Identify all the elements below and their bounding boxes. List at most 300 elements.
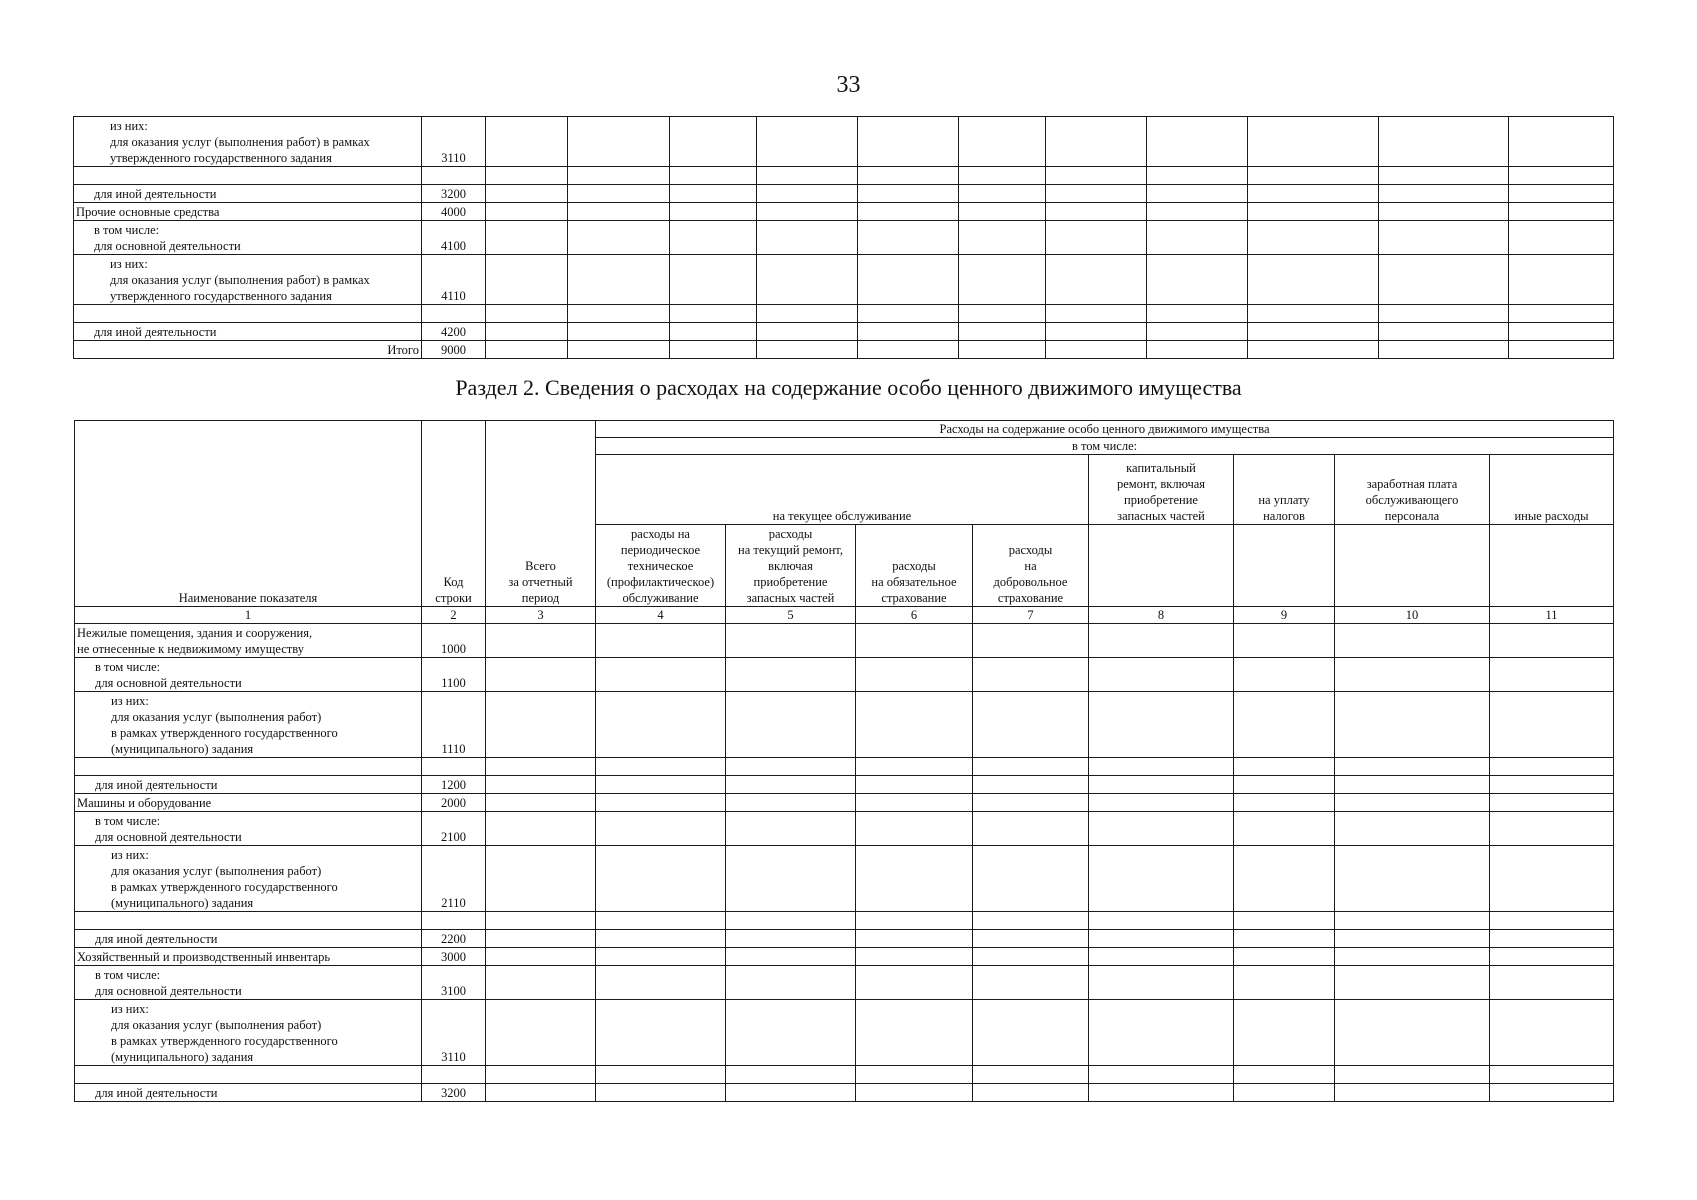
value-cell[interactable] (1234, 658, 1335, 692)
value-cell[interactable] (670, 341, 757, 359)
value-cell[interactable] (568, 185, 670, 203)
row-code: 2110 (422, 846, 486, 912)
row-code: 1110 (422, 692, 486, 758)
value-cell[interactable] (1089, 966, 1234, 1000)
table-row (75, 624, 1614, 658)
value-cell[interactable] (856, 1066, 973, 1084)
value-cell[interactable] (856, 912, 973, 930)
value-cell[interactable] (1046, 255, 1147, 305)
value-cell[interactable] (1509, 221, 1614, 255)
value-cell[interactable] (1046, 203, 1147, 221)
value-cell[interactable] (1046, 167, 1147, 185)
value-cell[interactable] (959, 255, 1046, 305)
value-cell[interactable] (973, 758, 1089, 776)
value-cell[interactable] (568, 305, 670, 323)
value-cell[interactable] (568, 203, 670, 221)
value-cell[interactable] (1335, 658, 1490, 692)
value-cell[interactable] (973, 794, 1089, 812)
value-cell[interactable] (1490, 1084, 1614, 1102)
value-cell[interactable] (726, 1066, 856, 1084)
value-cell[interactable] (858, 341, 959, 359)
value-cell[interactable] (568, 341, 670, 359)
value-cell[interactable] (486, 758, 596, 776)
value-cell[interactable] (1335, 812, 1490, 846)
row-name-line: в том числе: (95, 968, 161, 982)
value-cell[interactable] (486, 167, 568, 185)
value-cell[interactable] (1490, 758, 1614, 776)
value-cell[interactable] (973, 658, 1089, 692)
value-cell[interactable] (1248, 221, 1379, 255)
value-cell[interactable] (1089, 930, 1234, 948)
value-cell[interactable] (856, 846, 973, 912)
fixed-assets-table-continued (73, 116, 1614, 359)
value-cell[interactable] (568, 117, 670, 167)
value-cell[interactable] (486, 966, 596, 1000)
value-cell[interactable] (1234, 846, 1335, 912)
table-row (74, 167, 1614, 185)
table-row (75, 912, 1614, 930)
value-cell[interactable] (568, 323, 670, 341)
value-cell[interactable] (1490, 776, 1614, 794)
value-cell[interactable] (1234, 1000, 1335, 1066)
value-cell[interactable] (726, 1084, 856, 1102)
row-name-line: Итого (387, 343, 419, 357)
value-cell[interactable] (1379, 305, 1509, 323)
column-number: 5 (726, 607, 856, 624)
value-cell[interactable] (1089, 912, 1234, 930)
value-cell[interactable] (1490, 794, 1614, 812)
row-name-line: (муниципального) задания (111, 742, 254, 756)
value-cell[interactable] (1234, 966, 1335, 1000)
row-name-line: Хозяйственный и производственный инвентарь (77, 950, 331, 964)
value-cell[interactable] (959, 185, 1046, 203)
value-cell[interactable] (1147, 221, 1248, 255)
value-cell[interactable] (596, 846, 726, 912)
value-cell[interactable] (596, 776, 726, 794)
value-cell[interactable] (486, 1084, 596, 1102)
value-cell[interactable] (757, 305, 858, 323)
value-cell[interactable] (1234, 930, 1335, 948)
value-cell[interactable] (1234, 794, 1335, 812)
value-cell[interactable] (1490, 1066, 1614, 1084)
row-name-line: (муниципального) задания (111, 1050, 254, 1064)
value-cell[interactable] (1147, 117, 1248, 167)
value-cell[interactable] (973, 812, 1089, 846)
value-cell[interactable] (486, 658, 596, 692)
value-cell[interactable] (959, 221, 1046, 255)
value-cell[interactable] (726, 966, 856, 1000)
value-cell[interactable] (596, 658, 726, 692)
value-cell[interactable] (726, 1000, 856, 1066)
value-cell[interactable] (1509, 305, 1614, 323)
value-cell[interactable] (1089, 758, 1234, 776)
value-cell[interactable] (959, 203, 1046, 221)
value-cell[interactable] (1046, 305, 1147, 323)
value-cell[interactable] (726, 846, 856, 912)
value-cell[interactable] (1509, 203, 1614, 221)
value-cell[interactable] (856, 624, 973, 658)
value-cell[interactable] (486, 255, 568, 305)
value-cell[interactable] (596, 1000, 726, 1066)
value-cell[interactable] (726, 758, 856, 776)
value-cell[interactable] (1509, 117, 1614, 167)
row-name-line: (муниципального) задания (111, 896, 254, 910)
value-cell[interactable] (596, 794, 726, 812)
value-cell[interactable] (596, 812, 726, 846)
value-cell[interactable] (1509, 185, 1614, 203)
value-cell[interactable] (856, 758, 973, 776)
value-cell[interactable] (596, 624, 726, 658)
value-cell[interactable] (726, 930, 856, 948)
value-cell[interactable] (726, 692, 856, 758)
header-col8-blank (1089, 525, 1234, 607)
value-cell[interactable] (486, 812, 596, 846)
value-cell[interactable] (973, 948, 1089, 966)
value-cell[interactable] (670, 185, 757, 203)
row-code: 3100 (422, 966, 486, 1000)
value-cell[interactable] (596, 912, 726, 930)
row-code (422, 912, 486, 930)
value-cell[interactable] (1335, 758, 1490, 776)
row-code (422, 1066, 486, 1084)
value-cell[interactable] (1046, 221, 1147, 255)
value-cell[interactable] (1234, 948, 1335, 966)
header-col6: расходы на обязательное страхование (856, 525, 973, 607)
value-cell[interactable] (726, 624, 856, 658)
value-cell[interactable] (726, 912, 856, 930)
value-cell[interactable] (1335, 776, 1490, 794)
row-code: 2000 (422, 794, 486, 812)
value-cell[interactable] (486, 692, 596, 758)
value-cell[interactable] (1379, 203, 1509, 221)
value-cell[interactable] (1335, 912, 1490, 930)
value-cell[interactable] (726, 794, 856, 812)
value-cell[interactable] (1248, 305, 1379, 323)
value-cell[interactable] (596, 930, 726, 948)
value-cell[interactable] (1490, 1000, 1614, 1066)
value-cell[interactable] (596, 692, 726, 758)
value-cell[interactable] (1379, 323, 1509, 341)
value-cell[interactable] (596, 1084, 726, 1102)
value-cell[interactable] (1379, 221, 1509, 255)
value-cell[interactable] (1089, 1066, 1234, 1084)
value-cell[interactable] (568, 167, 670, 185)
value-cell[interactable] (596, 758, 726, 776)
row-name-line: в том числе: (95, 660, 161, 674)
value-cell[interactable] (856, 658, 973, 692)
value-cell[interactable] (1335, 930, 1490, 948)
value-cell[interactable] (1147, 323, 1248, 341)
value-cell[interactable] (486, 203, 568, 221)
row-code: 1100 (422, 658, 486, 692)
value-cell[interactable] (973, 1066, 1089, 1084)
value-cell[interactable] (670, 323, 757, 341)
value-cell[interactable] (973, 1084, 1089, 1102)
value-cell[interactable] (1147, 305, 1248, 323)
row-name (74, 117, 422, 167)
value-cell[interactable] (568, 221, 670, 255)
value-cell[interactable] (1248, 341, 1379, 359)
value-cell[interactable] (1335, 1084, 1490, 1102)
table-row (75, 930, 1614, 948)
value-cell[interactable] (1046, 341, 1147, 359)
row-name (74, 323, 422, 341)
value-cell[interactable] (486, 221, 568, 255)
value-cell[interactable] (757, 203, 858, 221)
value-cell[interactable] (1379, 341, 1509, 359)
value-cell[interactable] (856, 692, 973, 758)
row-name-line: для оказания услуг (выполнения работ) (111, 1018, 322, 1032)
value-cell[interactable] (1248, 117, 1379, 167)
header-expenses: Расходы на содержание особо ценного движимого имущества (596, 421, 1614, 438)
value-cell[interactable] (596, 966, 726, 1000)
value-cell[interactable] (1089, 812, 1234, 846)
value-cell[interactable] (1248, 323, 1379, 341)
value-cell[interactable] (973, 1000, 1089, 1066)
value-cell[interactable] (486, 930, 596, 948)
value-cell[interactable] (973, 930, 1089, 948)
value-cell[interactable] (596, 948, 726, 966)
header-col7: расходы на добровольное страхование (973, 525, 1089, 607)
row-code: 2100 (422, 812, 486, 846)
value-cell[interactable] (1234, 1066, 1335, 1084)
value-cell[interactable] (959, 341, 1046, 359)
value-cell[interactable] (757, 255, 858, 305)
value-cell[interactable] (973, 624, 1089, 658)
table-row (75, 812, 1614, 846)
row-name-line: для основной деятельности (95, 830, 242, 844)
value-cell[interactable] (1147, 255, 1248, 305)
value-cell[interactable] (858, 203, 959, 221)
value-cell[interactable] (1335, 966, 1490, 1000)
column-number: 11 (1490, 607, 1614, 624)
value-cell[interactable] (1046, 323, 1147, 341)
table1-body (74, 117, 1614, 359)
value-cell[interactable] (726, 658, 856, 692)
value-cell[interactable] (1490, 912, 1614, 930)
value-cell[interactable] (856, 948, 973, 966)
value-cell[interactable] (486, 117, 568, 167)
column-number: 7 (973, 607, 1089, 624)
value-cell[interactable] (1089, 776, 1234, 794)
value-cell[interactable] (1234, 776, 1335, 794)
row-code: 3110 (422, 117, 486, 167)
value-cell[interactable] (1234, 912, 1335, 930)
row-name-line: не отнесенные к недвижимому имуществу (77, 642, 304, 656)
value-cell[interactable] (1379, 117, 1509, 167)
value-cell[interactable] (1379, 255, 1509, 305)
value-cell[interactable] (1248, 203, 1379, 221)
value-cell[interactable] (858, 323, 959, 341)
value-cell[interactable] (1046, 185, 1147, 203)
header-code: Код строки (422, 421, 486, 607)
value-cell[interactable] (486, 323, 568, 341)
value-cell[interactable] (1335, 1066, 1490, 1084)
value-cell[interactable] (1234, 624, 1335, 658)
value-cell[interactable] (1509, 341, 1614, 359)
value-cell[interactable] (486, 948, 596, 966)
value-cell[interactable] (486, 1066, 596, 1084)
value-cell[interactable] (1335, 1000, 1490, 1066)
value-cell[interactable] (856, 1000, 973, 1066)
value-cell[interactable] (486, 794, 596, 812)
value-cell[interactable] (1147, 341, 1248, 359)
row-code: 3000 (422, 948, 486, 966)
value-cell[interactable] (973, 966, 1089, 1000)
value-cell[interactable] (568, 255, 670, 305)
value-cell[interactable] (1490, 624, 1614, 658)
value-cell[interactable] (856, 1084, 973, 1102)
value-cell[interactable] (486, 846, 596, 912)
column-number: 8 (1089, 607, 1234, 624)
value-cell[interactable] (1089, 948, 1234, 966)
value-cell[interactable] (1147, 167, 1248, 185)
row-code: 9000 (422, 341, 486, 359)
value-cell[interactable] (1335, 846, 1490, 912)
row-name (75, 692, 422, 758)
value-cell[interactable] (757, 323, 858, 341)
row-name (74, 305, 422, 323)
value-cell[interactable] (486, 776, 596, 794)
value-cell[interactable] (1509, 255, 1614, 305)
value-cell[interactable] (757, 341, 858, 359)
value-cell[interactable] (1147, 185, 1248, 203)
value-cell[interactable] (670, 117, 757, 167)
value-cell[interactable] (1089, 624, 1234, 658)
value-cell[interactable] (1379, 167, 1509, 185)
value-cell[interactable] (973, 846, 1089, 912)
value-cell[interactable] (1335, 624, 1490, 658)
value-cell[interactable] (486, 185, 568, 203)
header-col9: на уплату налогов (1234, 455, 1335, 525)
row-name-line: для основной деятельности (94, 239, 241, 253)
value-cell[interactable] (486, 912, 596, 930)
value-cell[interactable] (486, 341, 568, 359)
value-cell[interactable] (670, 255, 757, 305)
row-code (422, 305, 486, 323)
value-cell[interactable] (1509, 323, 1614, 341)
value-cell[interactable] (1490, 812, 1614, 846)
row-name-line: Нежилые помещения, здания и сооружения, (77, 626, 313, 640)
value-cell[interactable] (1248, 167, 1379, 185)
table-row (75, 692, 1614, 758)
value-cell[interactable] (757, 185, 858, 203)
value-cell[interactable] (1490, 846, 1614, 912)
table-row (75, 1000, 1614, 1066)
value-cell[interactable] (670, 305, 757, 323)
value-cell[interactable] (726, 776, 856, 794)
row-name-line: утвержденного государственного задания (110, 151, 332, 165)
value-cell[interactable] (1509, 167, 1614, 185)
value-cell[interactable] (858, 117, 959, 167)
row-name (75, 794, 422, 812)
row-name (75, 658, 422, 692)
row-code (422, 167, 486, 185)
value-cell[interactable] (1248, 255, 1379, 305)
row-code: 3200 (422, 185, 486, 203)
value-cell[interactable] (670, 203, 757, 221)
value-cell[interactable] (1490, 966, 1614, 1000)
value-cell[interactable] (1234, 812, 1335, 846)
value-cell[interactable] (1089, 1084, 1234, 1102)
value-cell[interactable] (973, 692, 1089, 758)
value-cell[interactable] (486, 1000, 596, 1066)
row-name (75, 758, 422, 776)
row-code: 1200 (422, 776, 486, 794)
value-cell[interactable] (1089, 692, 1234, 758)
value-cell[interactable] (856, 812, 973, 846)
value-cell[interactable] (858, 255, 959, 305)
value-cell[interactable] (1147, 203, 1248, 221)
value-cell[interactable] (856, 794, 973, 812)
value-cell[interactable] (757, 167, 858, 185)
row-name-line: для иной деятельности (94, 187, 217, 201)
value-cell[interactable] (1335, 692, 1490, 758)
value-cell[interactable] (486, 305, 568, 323)
value-cell[interactable] (1089, 794, 1234, 812)
value-cell[interactable] (858, 167, 959, 185)
value-cell[interactable] (856, 966, 973, 1000)
value-cell[interactable] (1490, 658, 1614, 692)
value-cell[interactable] (959, 167, 1046, 185)
value-cell[interactable] (973, 776, 1089, 794)
row-name (75, 966, 422, 1000)
value-cell[interactable] (757, 117, 858, 167)
value-cell[interactable] (1335, 794, 1490, 812)
value-cell[interactable] (858, 305, 959, 323)
section-title: Раздел 2. Сведения о расходах на содержание особо ценного движимого имущества (455, 375, 1242, 400)
value-cell[interactable] (726, 948, 856, 966)
value-cell[interactable] (1490, 930, 1614, 948)
value-cell[interactable] (596, 1066, 726, 1084)
value-cell[interactable] (1490, 948, 1614, 966)
value-cell[interactable] (486, 624, 596, 658)
value-cell[interactable] (856, 930, 973, 948)
value-cell[interactable] (1335, 948, 1490, 966)
value-cell[interactable] (1234, 692, 1335, 758)
value-cell[interactable] (757, 221, 858, 255)
value-cell[interactable] (959, 117, 1046, 167)
value-cell[interactable] (959, 323, 1046, 341)
value-cell[interactable] (1089, 846, 1234, 912)
value-cell[interactable] (1089, 658, 1234, 692)
row-name-line: из них: (111, 848, 149, 862)
value-cell[interactable] (1234, 758, 1335, 776)
table-row (75, 948, 1614, 966)
value-cell[interactable] (670, 167, 757, 185)
value-cell[interactable] (1248, 185, 1379, 203)
row-name (74, 341, 422, 359)
row-name-line: для основной деятельности (95, 984, 242, 998)
table-row (75, 1084, 1614, 1102)
value-cell[interactable] (1234, 1084, 1335, 1102)
value-cell[interactable] (959, 305, 1046, 323)
value-cell[interactable] (670, 221, 757, 255)
row-name-line: из них: (110, 119, 148, 133)
row-name-line: из них: (110, 257, 148, 271)
value-cell[interactable] (1089, 1000, 1234, 1066)
value-cell[interactable] (1046, 117, 1147, 167)
value-cell[interactable] (726, 812, 856, 846)
header-col5: расходы на текущий ремонт, включая приобретение запасных частей (726, 525, 856, 607)
value-cell[interactable] (858, 185, 959, 203)
value-cell[interactable] (973, 912, 1089, 930)
value-cell[interactable] (858, 221, 959, 255)
value-cell[interactable] (856, 776, 973, 794)
header-col10-blank (1335, 525, 1490, 607)
value-cell[interactable] (1379, 185, 1509, 203)
value-cell[interactable] (1490, 692, 1614, 758)
